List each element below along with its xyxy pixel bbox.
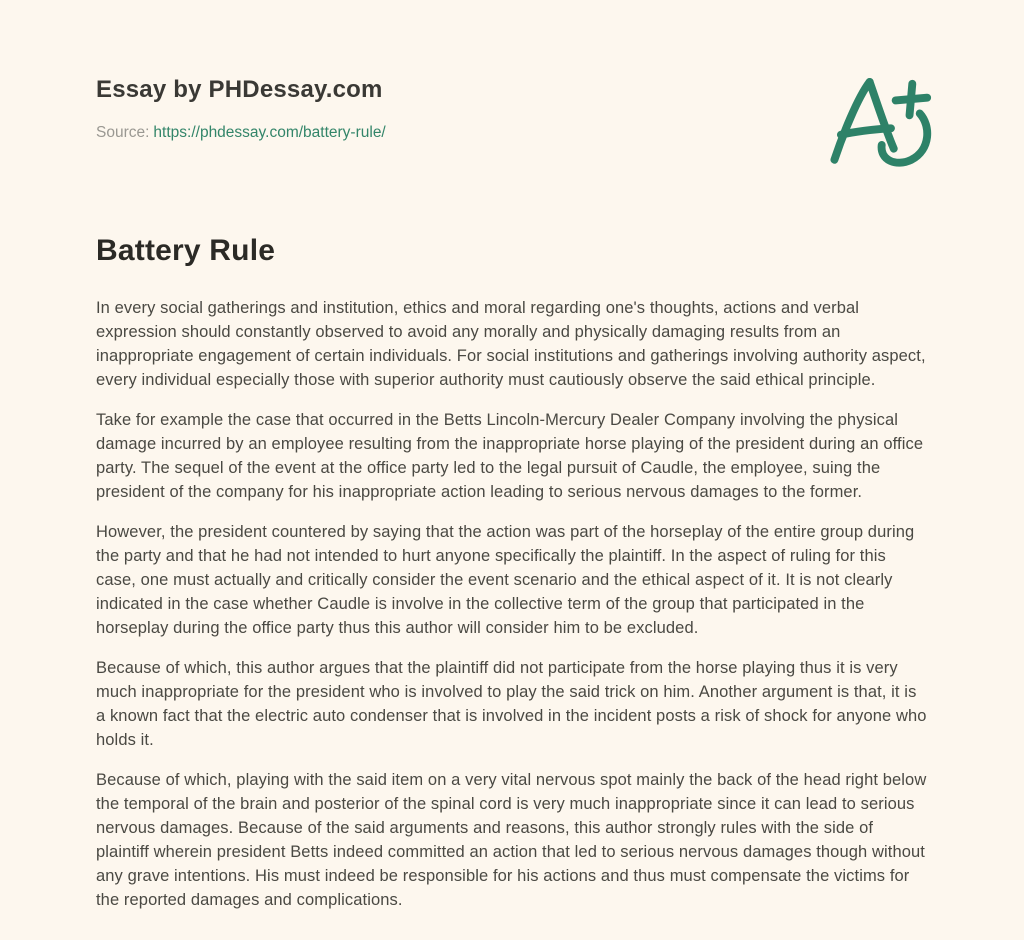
essay-paragraph: Take for example the case that occurred in the Betts Lincoln-Mercury Dealer Company involving the physical damage incurred by an employee resulting from the inappropriate horse playing of the president during an office party. The sequel of the event at the office party led to the legal pursuit of Caudle, the employee, suing the president of the company for his inappropriate action leading to serious nervous damages to the former. bbox=[96, 411, 924, 501]
essay-paragraph: Because of which, playing with the said item on a very vital nervous spot mainly the back of the head right below the temporal of the brain and posterior of the spinal cord is very much inappropriate since it can lead to serious nervous damages. Because of the said arguments and reasons, this author strongly rules with the side of plaintiff wherein president Betts indeed committed an action that led to serious nervous damages though without any grave intentions. His must indeed be responsible for his actions and thus must compensate the victims for the reported damages and complications. bbox=[96, 771, 927, 909]
essay-paragraph: However, the president countered by saying that the action was part of the horseplay of the entire group during the party and that he had not intended to hurt anyone specifically the plaintiff. In the aspect of ruling for this case, one must actually and critically consider the event scenario and the ethical aspect of it. It is not clearly indicated in the case whether Caudle is involve in the collective term of the group that participated in the horseplay during the office party thus this author will consider him to be excluded. bbox=[96, 523, 915, 637]
page-header bbox=[96, 74, 928, 170]
site-title: Essay by PHDessay.com bbox=[96, 76, 383, 103]
essay-paragraph: Because of which, this author argues that the plaintiff did not participate from the horse playing thus it is very much inappropriate for the president who is involved to play the said trick on him. Another argument is that, it is a known fact that the electric auto condenser that is involved in the incident posts a risk of shock for anyone who holds it. bbox=[96, 659, 927, 749]
source-url-link[interactable]: https://phdessay.com/battery-rule/ bbox=[153, 124, 386, 141]
essay-paragraph: In every social gatherings and institution, ethics and moral regarding one's thoughts, actions and verbal expression should constantly observed to avoid any morally and physically damaging results from an inappropriate engagement of certain individuals. For social institutions and gatherings involving authority aspect, every individual especially those with superior authority must cautiously observe the said ethical principle. bbox=[96, 299, 926, 389]
source-line bbox=[96, 124, 386, 142]
content-column bbox=[96, 0, 928, 912]
aplus-logo-icon bbox=[822, 68, 934, 170]
header-text-block bbox=[96, 74, 386, 142]
essay-body bbox=[96, 296, 928, 912]
source-label: Source: bbox=[96, 124, 150, 141]
essay-title: Battery Rule bbox=[96, 234, 276, 267]
